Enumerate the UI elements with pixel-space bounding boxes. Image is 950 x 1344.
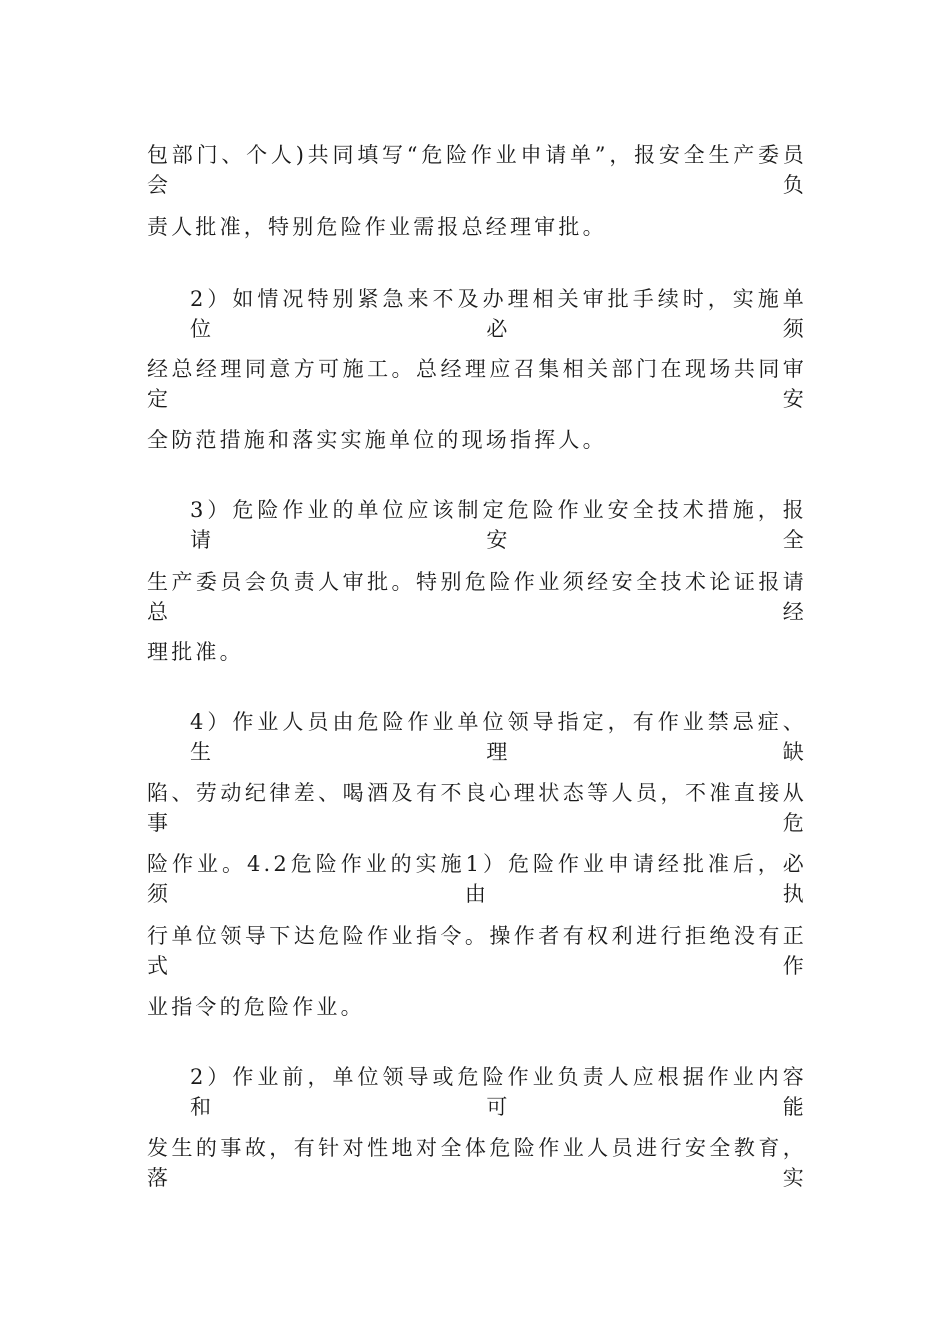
text-line: 业指令的危险作业。 <box>147 995 365 1019</box>
text-line: 发生的事故，有针对性地对全体危险作业人员进行安全教育，落实 <box>147 1136 807 1190</box>
text-line: 2）作业前，单位领导或危险作业负责人应根据作业内容和可能 <box>190 1065 807 1119</box>
text-line: 理批准。 <box>147 640 244 664</box>
text-line: 经总经理同意方可施工。总经理应召集相关部门在现场共同审定安 <box>147 357 807 411</box>
text-line: 3）危险作业的单位应该制定危险作业安全技术措施，报请安全 <box>190 498 807 552</box>
text-line: 2）如情况特别紧急来不及办理相关审批手续时，实施单位必须 <box>190 287 807 341</box>
text-line: 全防范措施和落实实施单位的现场指挥人。 <box>147 428 607 452</box>
text-line: 4）作业人员由危险作业单位领导指定，有作业禁忌症、生理缺 <box>190 710 807 764</box>
text-line: 责人批准，特别危险作业需报总经理审批。 <box>147 215 607 239</box>
text-line: 陷、劳动纪律差、喝酒及有不良心理状态等人员，不准直接从事危 <box>147 781 807 835</box>
text-line: 行单位领导下达危险作业指令。操作者有权利进行拒绝没有正式作 <box>147 924 807 978</box>
text-line: 包部门、个人)共同填写“危险作业申请单”，报安全生产委员会负 <box>147 143 807 197</box>
text-line: 险作业。4.2危险作业的实施1）危险作业申请经批准后，必须由执 <box>147 852 807 906</box>
text-line: 生产委员会负责人审批。特别危险作业须经安全技术论证报请总经 <box>147 570 807 624</box>
